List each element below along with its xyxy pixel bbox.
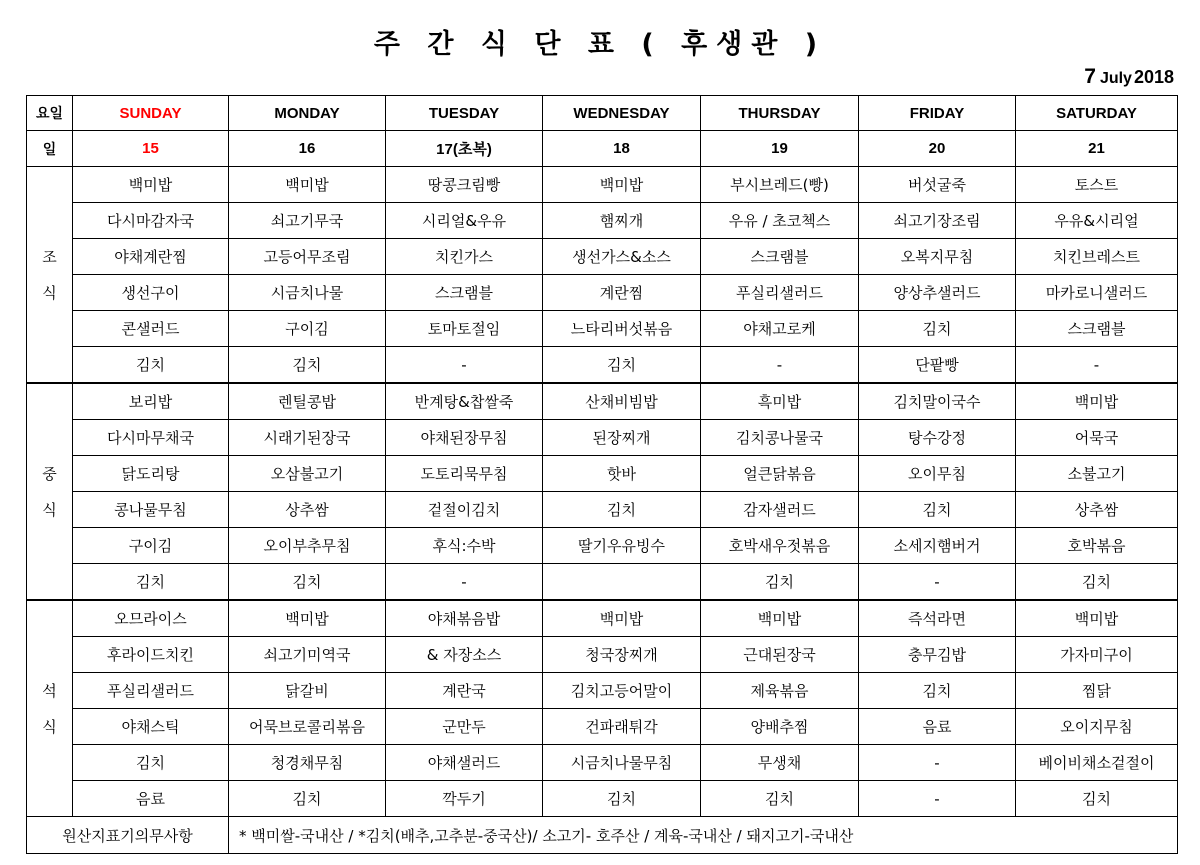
menu-cell: 김치 <box>543 492 701 528</box>
dinner-label-bottom: 식 <box>42 717 57 736</box>
menu-cell: 탕수강정 <box>859 420 1016 456</box>
lunch-label-top: 중 <box>42 464 57 483</box>
menu-cell: 오이무침 <box>859 456 1016 492</box>
menu-cell: 김치고등어말이 <box>543 673 701 709</box>
menu-cell: 군만두 <box>386 709 543 745</box>
menu-cell: 백미밥 <box>543 167 701 203</box>
menu-cell: 김치 <box>1016 564 1178 601</box>
menu-cell: 야채계란찜 <box>73 239 229 275</box>
menu-cell: 오복지무침 <box>859 239 1016 275</box>
weekday-saturday: SATURDAY <box>1016 96 1178 131</box>
dinner-row <box>27 781 1178 817</box>
menu-cell: 양배추찜 <box>701 709 859 745</box>
menu-cell: 콘샐러드 <box>73 311 229 347</box>
weekday-tuesday: TUESDAY <box>386 96 543 131</box>
lunch-row <box>27 383 1178 420</box>
menu-cell: 즉석라면 <box>859 600 1016 637</box>
menu-cell: 버섯굴죽 <box>859 167 1016 203</box>
breakfast-label <box>27 167 73 384</box>
menu-cell: 닭갈비 <box>229 673 386 709</box>
menu-cell: 야채된장무침 <box>386 420 543 456</box>
menu-cell: 김치 <box>229 781 386 817</box>
menu-cell: 백미밥 <box>229 167 386 203</box>
date-monday: 16 <box>229 131 386 167</box>
menu-cell: 단팥빵 <box>859 347 1016 384</box>
date-wednesday: 18 <box>543 131 701 167</box>
menu-cell: 치킨가스 <box>386 239 543 275</box>
menu-cell: 김치 <box>229 564 386 601</box>
weekday-friday: FRIDAY <box>859 96 1016 131</box>
menu-cell: 무생채 <box>701 745 859 781</box>
menu-cell: 반계탕&찹쌀죽 <box>386 383 543 420</box>
menu-cell: 김치 <box>229 347 386 384</box>
menu-cell: 토마토절임 <box>386 311 543 347</box>
menu-cell: 스크램블 <box>386 275 543 311</box>
menu-cell: 겉절이김치 <box>386 492 543 528</box>
date-thursday: 19 <box>701 131 859 167</box>
menu-cell: 구이김 <box>73 528 229 564</box>
menu-cell: 다시마감자국 <box>73 203 229 239</box>
breakfast-row <box>27 167 1178 203</box>
menu-cell: 김치 <box>701 781 859 817</box>
date-month: July <box>1099 70 1132 87</box>
menu-cell: 계란찜 <box>543 275 701 311</box>
menu-cell: 시리얼&우유 <box>386 203 543 239</box>
dinner-row <box>27 637 1178 673</box>
menu-cell: 치킨브레스트 <box>1016 239 1178 275</box>
menu-cell: 후식:수박 <box>386 528 543 564</box>
dinner-label <box>27 600 73 817</box>
breakfast-row <box>27 239 1178 275</box>
menu-cell: 마카로니샐러드 <box>1016 275 1178 311</box>
menu-cell: 야채스틱 <box>73 709 229 745</box>
menu-cell: 제육볶음 <box>701 673 859 709</box>
menu-cell: 콩나물무침 <box>73 492 229 528</box>
menu-cell: 푸실리샐러드 <box>73 673 229 709</box>
menu-cell: 근대된장국 <box>701 637 859 673</box>
origin-text: * 백미쌀-국내산 / *김치(배추,고추분-중국산)/ 소고기- 호주산 / 계육-국내산 / 돼지고기-국내산 <box>229 817 1178 854</box>
lunch-row <box>27 456 1178 492</box>
dinner-row <box>27 745 1178 781</box>
breakfast-row <box>27 347 1178 384</box>
menu-cell: 가자미구이 <box>1016 637 1178 673</box>
menu-cell: 렌틸콩밥 <box>229 383 386 420</box>
menu-cell: 산채비빔밥 <box>543 383 701 420</box>
menu-cell: 부시브레드(빵) <box>701 167 859 203</box>
menu-cell: 후라이드치킨 <box>73 637 229 673</box>
menu-cell: 백미밥 <box>1016 600 1178 637</box>
menu-cell: 닭도리탕 <box>73 456 229 492</box>
date-tuesday: 17(초복) <box>386 131 543 167</box>
menu-date <box>1084 65 1174 89</box>
weekday-label: 요일 <box>27 96 73 131</box>
menu-cell: 김치 <box>543 781 701 817</box>
menu-cell: 야채샐러드 <box>386 745 543 781</box>
menu-cell: 청국장찌개 <box>543 637 701 673</box>
menu-cell: 쇠고기장조림 <box>859 203 1016 239</box>
menu-cell: - <box>701 347 859 384</box>
menu-cell: 어묵국 <box>1016 420 1178 456</box>
menu-cell: 김치 <box>73 745 229 781</box>
menu-cell: 얼큰닭볶음 <box>701 456 859 492</box>
menu-cell: 호박새우젓볶음 <box>701 528 859 564</box>
menu-cell: - <box>859 781 1016 817</box>
menu-cell: 건파래튀각 <box>543 709 701 745</box>
menu-cell: 우유&시리얼 <box>1016 203 1178 239</box>
weekday-thursday: THURSDAY <box>701 96 859 131</box>
menu-cell: 호박볶음 <box>1016 528 1178 564</box>
menu-cell: 스크램블 <box>1016 311 1178 347</box>
menu-cell: 보리밥 <box>73 383 229 420</box>
menu-cell: 시금치나물 <box>229 275 386 311</box>
menu-cell: 감자샐러드 <box>701 492 859 528</box>
menu-cell: 백미밥 <box>701 600 859 637</box>
dinner-label-top: 석 <box>42 681 57 700</box>
menu-cell: 소불고기 <box>1016 456 1178 492</box>
menu-cell: 핫바 <box>543 456 701 492</box>
menu-cell: 오이지무침 <box>1016 709 1178 745</box>
date-saturday: 21 <box>1016 131 1178 167</box>
page-title: 주 간 식 단 표 ( 후생관 ) <box>373 29 827 60</box>
menu-cell: 다시마무채국 <box>73 420 229 456</box>
menu-cell: 양상추샐러드 <box>859 275 1016 311</box>
menu-cell: 베이비채소겉절이 <box>1016 745 1178 781</box>
menu-cell: 어묵브로콜리볶음 <box>229 709 386 745</box>
date-year: 2018 <box>1133 67 1174 87</box>
dinner-row <box>27 600 1178 637</box>
breakfast-label-top: 조 <box>42 247 57 266</box>
menu-cell: 흑미밥 <box>701 383 859 420</box>
lunch-row <box>27 492 1178 528</box>
origin-label: 원산지표기의무사항 <box>27 817 229 854</box>
menu-cell: 김치콩나물국 <box>701 420 859 456</box>
dinner-row <box>27 673 1178 709</box>
menu-cell: 김치 <box>701 564 859 601</box>
menu-cell: 백미밥 <box>229 600 386 637</box>
menu-cell: - <box>386 347 543 384</box>
menu-cell: 구이김 <box>229 311 386 347</box>
date-header-row <box>27 131 1178 167</box>
date-friday: 20 <box>859 131 1016 167</box>
weekday-monday: MONDAY <box>229 96 386 131</box>
lunch-label <box>27 383 73 600</box>
menu-cell: 김치말이국수 <box>859 383 1016 420</box>
menu-cell: 음료 <box>859 709 1016 745</box>
menu-cell: 시래기된장국 <box>229 420 386 456</box>
lunch-row <box>27 420 1178 456</box>
date-day: 7 <box>1084 65 1096 88</box>
menu-cell: - <box>1016 347 1178 384</box>
menu-cell: - <box>859 564 1016 601</box>
weekday-header-row <box>27 96 1178 131</box>
menu-cell: 백미밥 <box>73 167 229 203</box>
menu-cell: 오므라이스 <box>73 600 229 637</box>
breakfast-row <box>27 275 1178 311</box>
menu-cell: 충무김밥 <box>859 637 1016 673</box>
menu-cell: 쇠고기미역국 <box>229 637 386 673</box>
dinner-row <box>27 709 1178 745</box>
lunch-label-bottom: 식 <box>42 500 57 519</box>
menu-cell: - <box>386 564 543 601</box>
breakfast-label-bottom: 식 <box>42 283 57 302</box>
menu-cell: 된장찌개 <box>543 420 701 456</box>
menu-cell: 딸기우유빙수 <box>543 528 701 564</box>
breakfast-row <box>27 203 1178 239</box>
lunch-row <box>27 564 1178 601</box>
menu-cell <box>543 564 701 601</box>
menu-cell: 스크램블 <box>701 239 859 275</box>
menu-cell: 푸실리샐러드 <box>701 275 859 311</box>
weekday-sunday: SUNDAY <box>73 96 229 131</box>
menu-cell: 음료 <box>73 781 229 817</box>
menu-cell: 김치 <box>1016 781 1178 817</box>
menu-cell: 찜닭 <box>1016 673 1178 709</box>
origin-note-row <box>27 817 1178 854</box>
lunch-row <box>27 528 1178 564</box>
menu-cell: 오삼불고기 <box>229 456 386 492</box>
menu-cell: 김치 <box>859 311 1016 347</box>
menu-cell: 느타리버섯볶음 <box>543 311 701 347</box>
breakfast-row <box>27 311 1178 347</box>
menu-cell: 시금치나물무침 <box>543 745 701 781</box>
menu-cell: 오이부추무침 <box>229 528 386 564</box>
menu-cell: 소세지햄버거 <box>859 528 1016 564</box>
menu-cell: 햄찌개 <box>543 203 701 239</box>
menu-cell: 도토리묵무침 <box>386 456 543 492</box>
menu-cell: 고등어무조림 <box>229 239 386 275</box>
menu-cell: 생선구이 <box>73 275 229 311</box>
menu-cell: 토스트 <box>1016 167 1178 203</box>
menu-cell: 상추쌈 <box>229 492 386 528</box>
menu-cell: 쇠고기무국 <box>229 203 386 239</box>
menu-cell: - <box>859 745 1016 781</box>
menu-cell: 땅콩크림빵 <box>386 167 543 203</box>
menu-cell: 야채고로케 <box>701 311 859 347</box>
weekly-menu-table <box>26 95 1178 854</box>
menu-cell: 김치 <box>859 673 1016 709</box>
date-sunday: 15 <box>73 131 229 167</box>
menu-cell: 깍두기 <box>386 781 543 817</box>
menu-cell: 야채볶음밥 <box>386 600 543 637</box>
menu-cell: 백미밥 <box>1016 383 1178 420</box>
menu-cell: 백미밥 <box>543 600 701 637</box>
menu-cell: 생선가스&소스 <box>543 239 701 275</box>
menu-cell: 계란국 <box>386 673 543 709</box>
menu-cell: 상추쌈 <box>1016 492 1178 528</box>
menu-cell: 김치 <box>543 347 701 384</box>
menu-cell: 김치 <box>73 347 229 384</box>
weekday-wednesday: WEDNESDAY <box>543 96 701 131</box>
date-label: 일 <box>27 131 73 167</box>
menu-cell: & 자장소스 <box>386 637 543 673</box>
menu-cell: 청경채무침 <box>229 745 386 781</box>
menu-cell: 김치 <box>73 564 229 601</box>
menu-cell: 김치 <box>859 492 1016 528</box>
menu-cell: 우유 / 초코첵스 <box>701 203 859 239</box>
